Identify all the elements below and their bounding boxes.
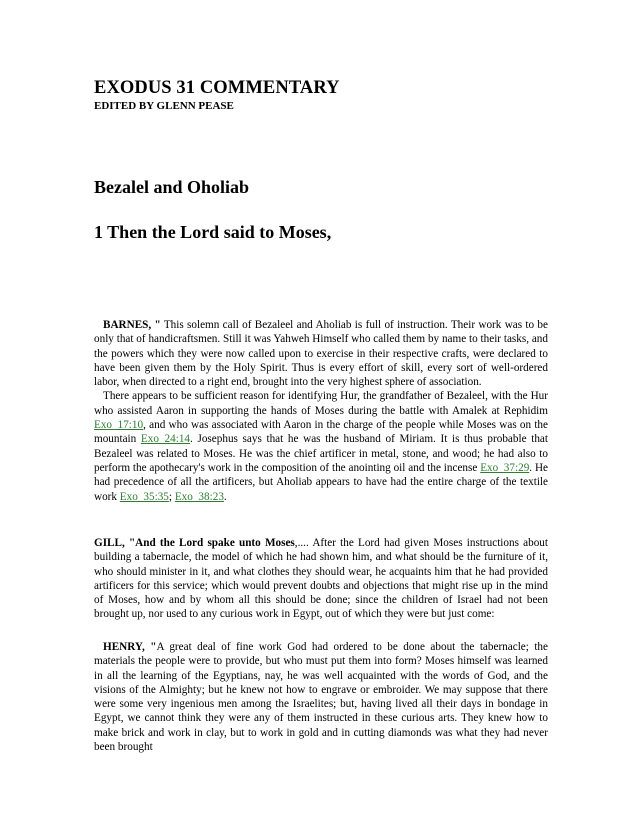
section-heading: Bezalel and Oholiab bbox=[94, 177, 250, 197]
barnes-text: There appears to be sufficient reason for identifying Hur, the grandfather of Bezaleel, with the Hur who assisted Aaron in supporting the hands of Moses during the battle with Amalek at Rephidim bbox=[94, 390, 548, 417]
document-editor: EDITED BY GLENN PEASE bbox=[94, 100, 234, 112]
gill-commentary bbox=[94, 536, 548, 622]
scripture-link[interactable]: Exo_17:10 bbox=[94, 419, 144, 432]
barnes-label: BARNES, " bbox=[103, 319, 161, 331]
separator: ; bbox=[168, 490, 175, 503]
barnes-paragraph-1 bbox=[94, 318, 548, 389]
henry-label: HENRY, " bbox=[103, 641, 157, 653]
period: . bbox=[223, 490, 227, 503]
henry-text: A great deal of fine work God had ordered to be done about the tabernacle; the materials the people were to provide, but who must put them into form? Moses himself was learned in all the learning of the Egyptians, nay, he was well acquainted with the words of God, and the visions of the Almighty; but he knew not how to engrave or embroider. We may suppose that there were some very ingenious men among the Israelites; but, having lived all their days in bondage in Egypt, we cannot think they were any of them instructed in these curious arts. They knew how to make brick and work in clay, but to work in gold and in cutting diamonds was what they had never been brought bbox=[94, 641, 548, 754]
gill-text: ,.... After the Lord had given Moses instructions about building a tabernacle, the model of which he had shown him, and what should be the furniture of it, who should minister in it, and what clothes they should wear, he acquaints him that he had provided artificers for this service; which would prevent doubts and objections that might rise up in the mind of Moses, how and by whom all this should be done; since the children of Israel had not been brought up, nor used to any curious work in Egypt, out of which they were but just come: bbox=[94, 537, 548, 621]
barnes-text: . He had precedence of all the artificers, but Aholiab appears to have had the entire charge of the textile work bbox=[94, 461, 548, 503]
scripture-link[interactable]: Exo_37:29 bbox=[480, 461, 530, 474]
barnes-commentary bbox=[94, 318, 548, 504]
gill-label: GILL, "And the Lord spake unto Moses bbox=[94, 537, 295, 549]
scripture-link[interactable]: Exo_24:14 bbox=[140, 433, 191, 446]
gill-paragraph bbox=[94, 536, 548, 622]
barnes-text: . Josephus says that he was the husband of Miriam. It is thus probable that Bezaleel was related to Moses. He was the chief artificer in metal, stone, and wood; he had also to perform the apothecary's work in the composition of the anointing oil and the incense bbox=[94, 433, 548, 474]
document-title: EXODUS 31 COMMENTARY bbox=[94, 78, 340, 98]
henry-commentary bbox=[94, 640, 548, 754]
verse-heading: 1 Then the Lord said to Moses, bbox=[94, 222, 332, 242]
scripture-link[interactable]: Exo_35:35 bbox=[119, 490, 169, 503]
scripture-link[interactable]: Exo_38:23 bbox=[174, 490, 224, 503]
henry-paragraph bbox=[94, 640, 548, 754]
barnes-text: , and who was associated with Aaron in the charge of the people while Moses was on the mountain bbox=[94, 419, 548, 446]
barnes-text: This solemn call of Bezaleel and Aholiab is full of instruction. Their work was to be only that of handicraftsmen. Still it was Yahweh Himself who called them by name to their tasks, and the powers which they were now called upon to exercise in their respective crafts, were declared to have been given them by the Holy Spirit. Thus is every effort of skill, every sort of well-ordered labor, when directed to a right end, brought into the very highest sphere of association. bbox=[94, 319, 548, 389]
barnes-paragraph-2 bbox=[94, 389, 548, 503]
